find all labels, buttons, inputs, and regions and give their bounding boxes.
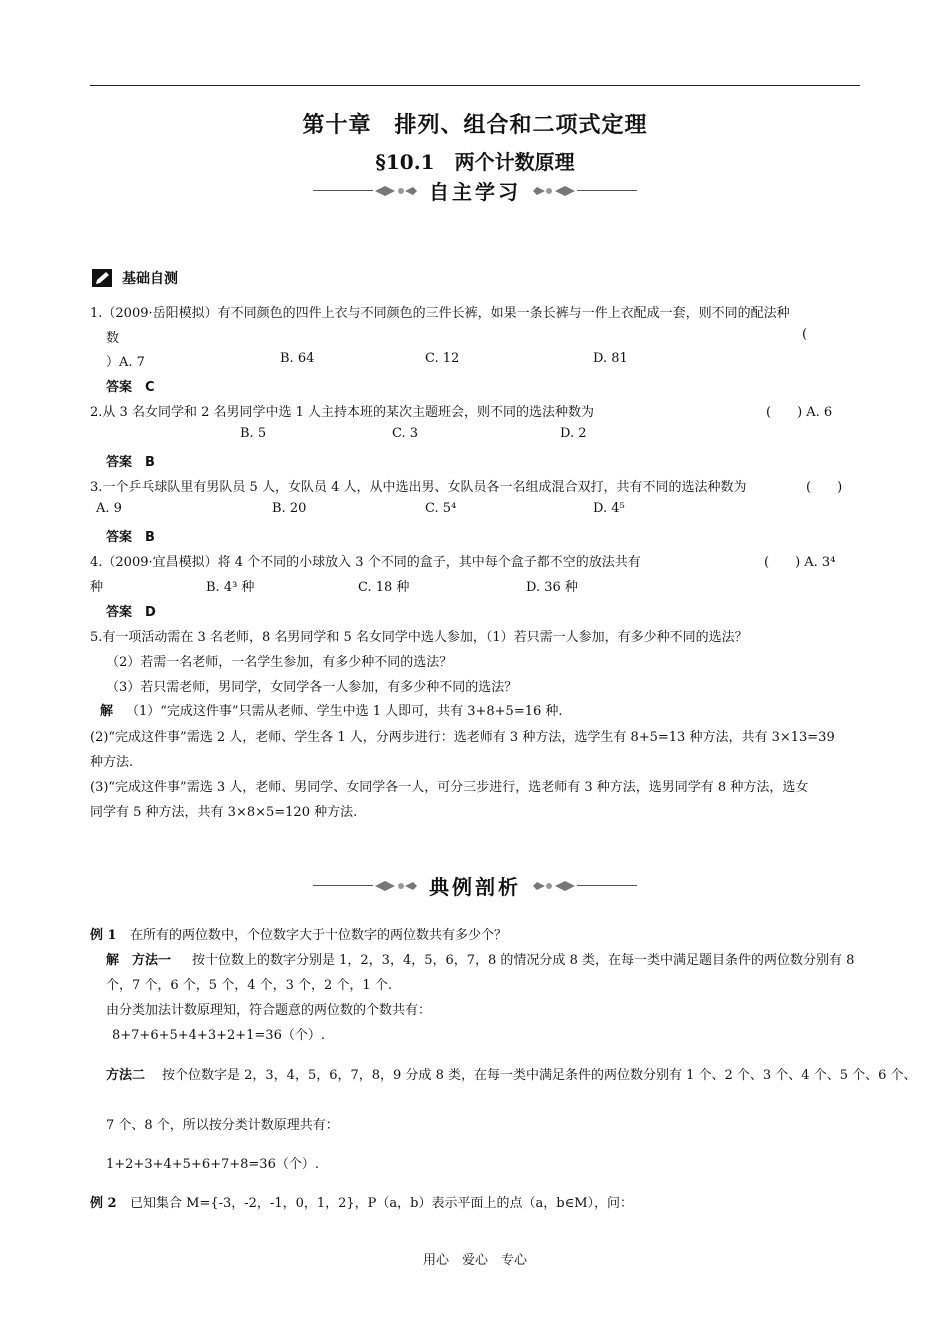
- ornament-icon: [373, 879, 419, 893]
- subheading-basic-test: 基础自测: [122, 271, 178, 287]
- q2-option-d: D. 2: [560, 426, 587, 441]
- q1-paren: (: [802, 327, 808, 342]
- q2-answer: 答案 B: [106, 455, 155, 470]
- section-title: §10.1 两个计数原理: [375, 150, 575, 174]
- q5-line2: （2）若需一名老师，一名学生参加，有多少种不同的选法？: [106, 655, 453, 670]
- q3-option-d: D. 4⁵: [593, 501, 625, 516]
- banner-rule-left: [313, 190, 373, 191]
- q4-option-c: C. 18 种: [358, 580, 410, 595]
- q2-line1: 2.从 3 名女同学和 2 名男同学中选 1 人主持本班的某次主题班会，则不同的选法种数为: [90, 405, 595, 420]
- example1-solution-label: 解 方法一: [106, 953, 172, 968]
- example1-question: 在所有的两位数中，个位数字大于十位数字的两位数共有多少个？: [130, 928, 508, 943]
- q4-paren-option-a: ( ) A. 3⁴: [764, 555, 836, 570]
- q3-line1: 3.一个乒乓球队里有男队员 5 人，女队员 4 人，从中选出男、女队员各一名组成混合双打，共有不同的选法种数为: [90, 480, 747, 495]
- chapter-title: 第十章 排列、组合和二项式定理: [302, 112, 648, 138]
- banner-title: 自主学习: [429, 180, 521, 204]
- q1-answer: 答案 C: [106, 380, 155, 395]
- q5-line3: （3）若只需老师，男同学，女同学各一人参加，有多少种不同的选法？: [106, 680, 518, 695]
- q1-line1: 1.（2009·岳阳模拟）有不同颜色的四件上衣与不同颜色的三件长裤，如果一条长裤与一件上衣配成一套，则不同的配法种: [90, 306, 790, 321]
- page-footer: 用心 爱心 专心: [422, 1253, 527, 1268]
- q5-solution-1: （1）“完成这件事”只需从老师、学生中选 1 人即可，共有 3+8+5=16 种.: [126, 704, 563, 719]
- q3-option-b: B. 20: [272, 501, 307, 516]
- header-rule: [90, 85, 860, 86]
- example1-method1-b: 个，7 个，6 个，5 个，4 个，3 个，2 个，1 个.: [106, 978, 392, 993]
- q5-solution-3b: 同学有 5 种方法，共有 3×8×5=120 种方法.: [90, 805, 358, 820]
- q2-option-c: C. 3: [392, 426, 419, 441]
- q4-option-b: B. 4³ 种: [206, 580, 255, 595]
- q3-option-c: C. 5⁴: [425, 501, 457, 516]
- q2-paren-option-a: ( ) A. 6: [766, 405, 833, 420]
- q5-line1: 5.有一项活动需在 3 名老师，8 名男同学和 5 名女同学中选人参加，（1）若只需一人参加，有多少种不同的选法？: [90, 630, 748, 645]
- q1-option-d: D. 81: [593, 351, 628, 366]
- q2-option-b: B. 5: [240, 426, 267, 441]
- q4-option-a-tail: 种: [90, 580, 104, 595]
- example1-method2-c: 1+2+3+4+5+6+7+8=36（个）.: [106, 1157, 319, 1172]
- q3-paren: ( ): [806, 480, 843, 495]
- example1-method1-d: 8+7+6+5+4+3+2+1=36（个）.: [112, 1028, 325, 1043]
- q1-option-b: B. 64: [280, 351, 315, 366]
- q4-answer: 答案 D: [106, 605, 156, 620]
- q4-option-d: D. 36 种: [526, 580, 578, 595]
- q4-line1: 4.（2009·宜昌模拟）将 4 个不同的小球放入 3 个不同的盒子，其中每个盒子都不空的放法共有: [90, 555, 641, 570]
- q5-solution-2b: 种方法.: [90, 755, 134, 770]
- example1-method2-b: 7 个、8 个，所以按分类计数原理共有：: [106, 1118, 339, 1133]
- example2-label: 例 2: [90, 1196, 117, 1211]
- q1-option-c: C. 12: [425, 351, 460, 366]
- banner-rule-right: [577, 190, 637, 191]
- q3-answer: 答案 B: [106, 530, 155, 545]
- banner-rule-right: [577, 885, 637, 886]
- example1-label: 例 1: [90, 928, 117, 943]
- q1-line2: 数: [106, 331, 120, 346]
- example2-question: 已知集合 M={-3，-2，-1，0，1，2}，P（a，b）表示平面上的点（a，b∈M），问：: [130, 1196, 634, 1211]
- example1-method1-a: 按十位数上的数字分别是 1，2，3，4，5，6，7，8 的情况分成 8 类，在每一类中满足题目条件的两位数分别有 8: [192, 953, 855, 968]
- q5-solution-3a: (3)“完成这件事”需选 3 人，老师、男同学、女同学各一人，可分三步进行，选老师有 3 种方法，选男同学有 8 种方法，选女: [90, 780, 809, 795]
- banner-examples: [0, 871, 950, 900]
- pencil-icon: [92, 269, 112, 287]
- example1-method1-c: 由分类加法计数原理知，符合题意的两位数的个数共有：: [106, 1003, 432, 1018]
- ornament-icon: [373, 184, 419, 198]
- banner-rule-left: [313, 885, 373, 886]
- example1-method2-label: 方法二: [106, 1068, 146, 1083]
- q5-solution-label: 解: [100, 704, 114, 719]
- q3-option-a: A. 9: [96, 501, 122, 516]
- q5-solution-2a: (2)“完成这件事”需选 2 人，老师、学生各 1 人，分两步进行：选老师有 3 种方法，选学生有 8+5=13 种方法，共有 3×13=39: [90, 730, 835, 745]
- banner-title: 典例剖析: [429, 875, 521, 899]
- banner-self-study: [0, 176, 950, 205]
- example1-method2-a: 按个位数字是 2，3，4，5，6，7，8，9 分成 8 类，在每一类中满足条件的两位数分别有 1 个、2 个、3 个、4 个、5 个、6 个、: [162, 1068, 917, 1083]
- ornament-icon: [531, 184, 577, 198]
- ornament-icon: [531, 879, 577, 893]
- q1-option-a: ）A. 7: [106, 355, 145, 370]
